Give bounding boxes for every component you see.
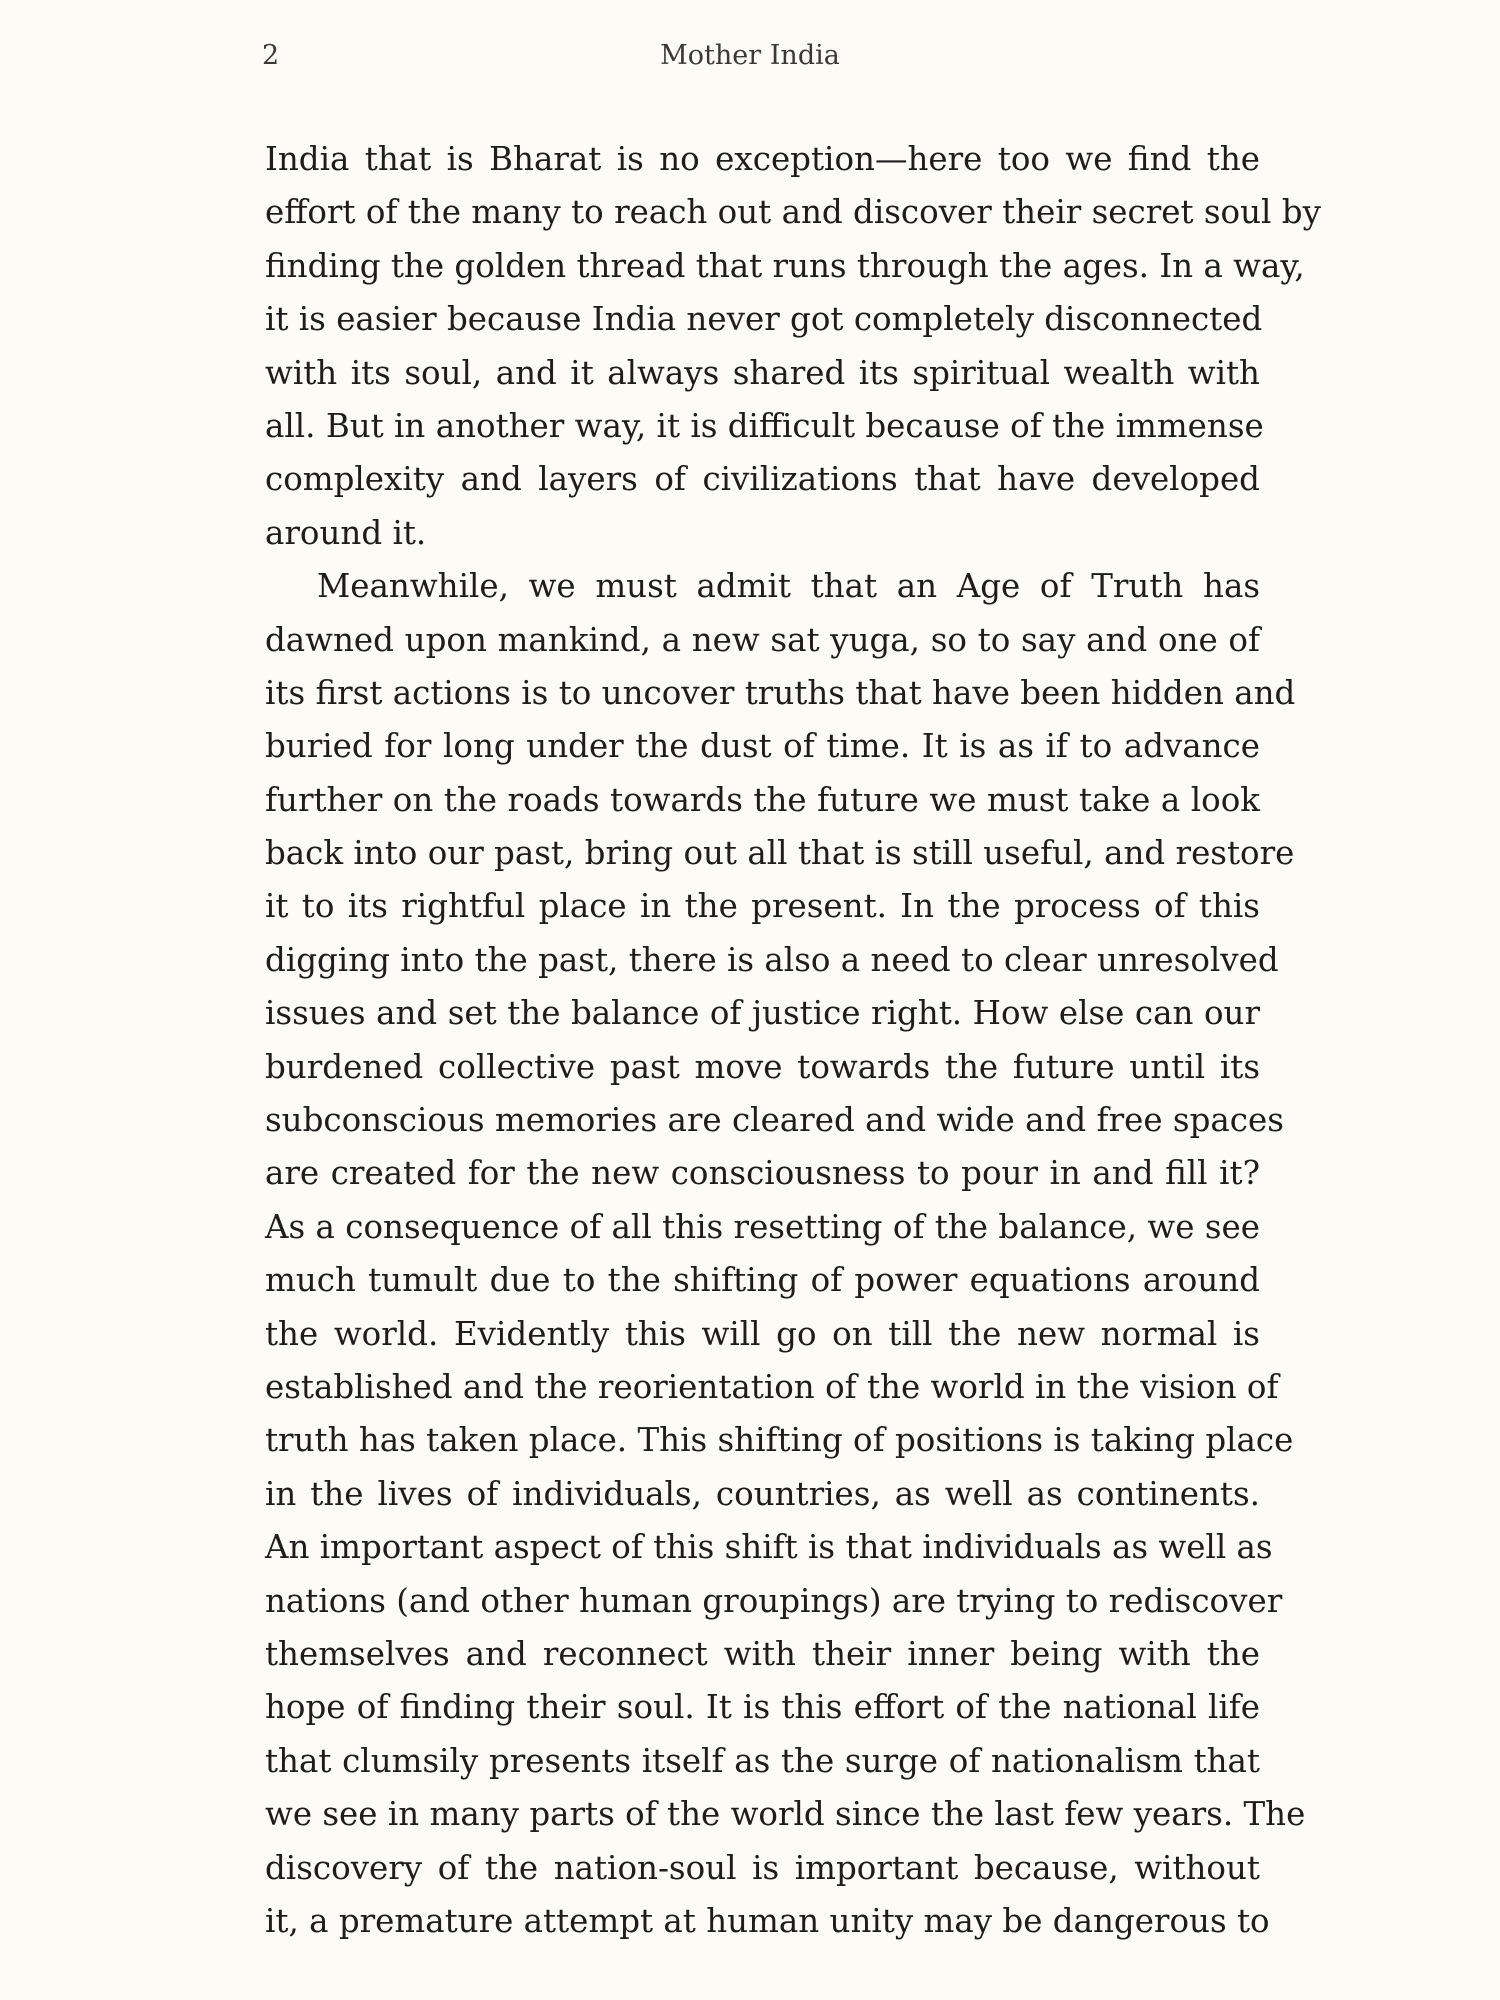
text-line: themselves and reconnect with their inner being with the bbox=[265, 1634, 1260, 1673]
text-line: discovery of the nation-soul is important because, without bbox=[265, 1848, 1260, 1887]
text-line: the world. Evidently this will go on till the new normal is bbox=[265, 1314, 1260, 1353]
paragraph bbox=[265, 133, 1321, 560]
text-line: effort of the many to reach out and discover their secret soul by bbox=[265, 193, 1321, 232]
text-line: Meanwhile, we must admit that an Age of Truth has bbox=[317, 567, 1260, 606]
body-text bbox=[265, 133, 1321, 1948]
text-line: its first actions is to uncover truths that have been hidden and bbox=[265, 673, 1296, 712]
text-line: are created for the new consciousness to pour in and fill it? bbox=[265, 1154, 1260, 1193]
text-line: As a consequence of all this resetting of the balance, we see bbox=[265, 1207, 1260, 1246]
text-line: we see in many parts of the world since the last few years. The bbox=[265, 1795, 1306, 1834]
text-line: established and the reorientation of the world in the vision of bbox=[265, 1367, 1279, 1406]
text-line: burdened collective past move towards the future until its bbox=[265, 1047, 1260, 1086]
paragraph bbox=[265, 560, 1306, 1948]
text-line: finding the golden thread that runs through the ages. In a way, bbox=[265, 246, 1305, 285]
text-line: An important aspect of this shift is that individuals as well as bbox=[265, 1528, 1273, 1567]
text-line: all. But in another way, it is difficult because of the immense bbox=[265, 406, 1264, 445]
text-line: nations (and other human groupings) are trying to rediscover bbox=[265, 1581, 1283, 1620]
text-line: India that is Bharat is no exception—here too we find the bbox=[265, 140, 1260, 178]
text-line: hope of finding their soul. It is this effort of the national life bbox=[265, 1688, 1260, 1727]
text-line: much tumult due to the shifting of power equations around bbox=[265, 1261, 1260, 1300]
text-line: complexity and layers of civilizations that have developed bbox=[265, 460, 1260, 499]
text-line: truth has taken place. This shifting of positions is taking place bbox=[265, 1421, 1294, 1460]
text-line: back into our past, bring out all that is still useful, and restore bbox=[265, 834, 1295, 873]
text-line: digging into the past, there is also a need to clear unresolved bbox=[265, 940, 1279, 979]
page-number: 2 bbox=[262, 40, 280, 71]
text-line: with its soul, and it always shared its spiritual wealth with bbox=[265, 353, 1260, 392]
running-head-title: Mother India bbox=[660, 40, 840, 71]
text-line: around it. bbox=[265, 513, 427, 552]
text-line: issues and set the balance of justice right. How else can our bbox=[265, 994, 1260, 1033]
text-line: subconscious memories are cleared and wide and free spaces bbox=[265, 1101, 1284, 1140]
text-line: buried for long under the dust of time. It is as if to advance bbox=[265, 727, 1260, 766]
text-line: in the lives of individuals, countries, as well as continents. bbox=[265, 1474, 1260, 1513]
text-line: further on the roads towards the future we must take a look bbox=[265, 780, 1260, 819]
text-line: it is easier because India never got completely disconnected bbox=[265, 300, 1263, 339]
text-line: it, a premature attempt at human unity may be dangerous to bbox=[265, 1901, 1270, 1940]
text-line: dawned upon mankind, a new sat yuga, so to say and one of bbox=[265, 620, 1260, 659]
text-line: that clumsily presents itself as the surge of nationalism that bbox=[265, 1741, 1260, 1780]
text-line: it to its rightful place in the present. In the process of this bbox=[265, 887, 1260, 926]
